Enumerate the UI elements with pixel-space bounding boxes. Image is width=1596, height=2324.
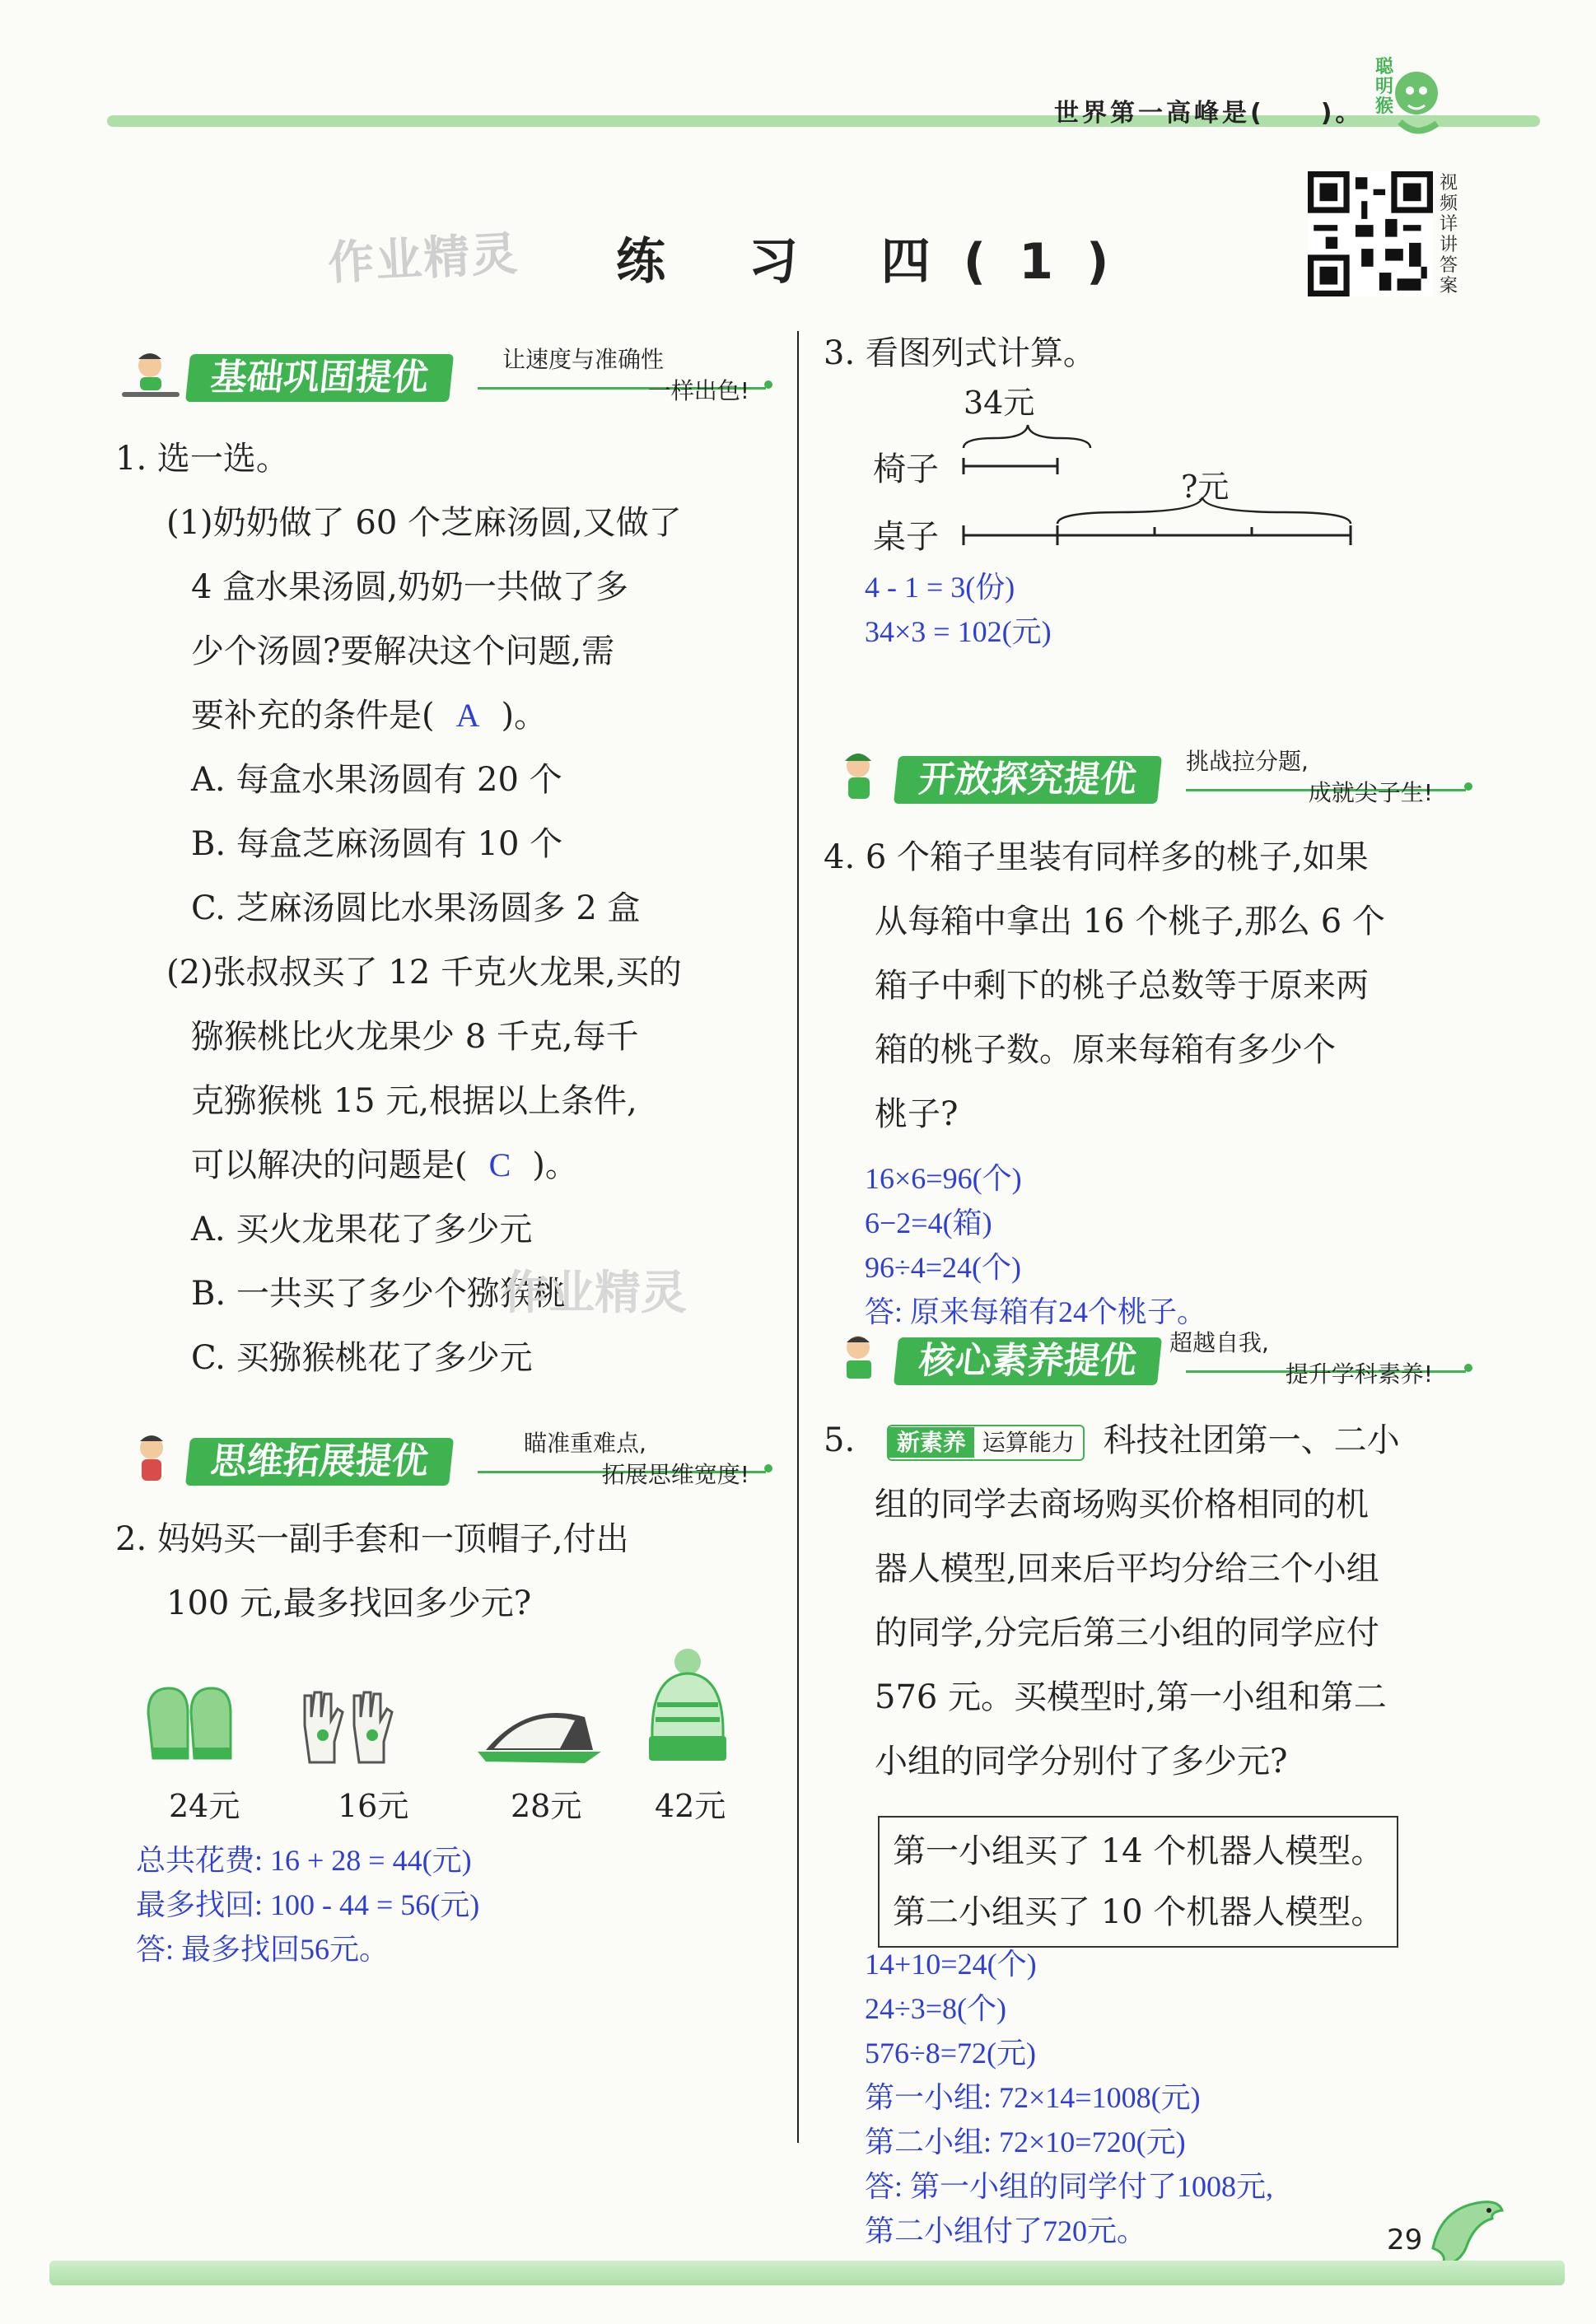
q3-top-label: 34元 [964, 385, 1035, 421]
q1-p1-answer: A [455, 697, 480, 734]
answer-line: 6−2=4(箱) [865, 1206, 992, 1239]
option-item: A. 买火龙果花了多少元 [191, 1211, 533, 1248]
q5-first-line [824, 1408, 1400, 1472]
ask-suffix: )。 [532, 1146, 578, 1184]
q4-line: 4. 6 个箱子里装有同样多的桃子,如果 [824, 838, 1369, 876]
cap-icon [478, 1701, 609, 1766]
page-number: 29 [1387, 2224, 1423, 2256]
option-item: A. 每盒水果汤圆有 20 个 [191, 761, 562, 799]
section-label: 基础巩固提优 [185, 354, 454, 402]
q5-tag-value: 运算能力 [982, 1429, 1075, 1456]
watermark: 作业精灵 [502, 1267, 687, 1320]
answer-line: 16×6=96(个) [865, 1162, 1022, 1195]
gloves-icon [298, 1684, 397, 1771]
hat-icon [642, 1647, 733, 1771]
mascot-label: 聪明猴 [1375, 57, 1394, 117]
monkey-mascot-icon [1359, 56, 1449, 147]
q5-line: 科技社团第一、二小 [1103, 1421, 1400, 1459]
kid-skateboard-icon [115, 348, 186, 405]
answer-line: 4 - 1 = 3(份) [865, 571, 1015, 604]
q5-tag-label: 新素养 [889, 1427, 974, 1458]
answer-line: 答: 原来每箱有24个桃子。 [865, 1295, 1207, 1328]
segment-diagram [955, 420, 1367, 552]
q2-line: 100 元,最多找回多少元? [166, 1584, 532, 1622]
q1-p1-line: 少个汤圆?要解决这个问题,需 [191, 632, 615, 670]
answer-line: 答: 最多找回56元。 [136, 1933, 390, 1966]
kid-reading-icon [824, 1331, 894, 1388]
answer-line: 第二小组: 72×10=720(元) [865, 2126, 1186, 2158]
qr-code-icon[interactable] [1308, 171, 1433, 296]
info-line: 第二小组买了 10 个机器人模型。 [893, 1893, 1384, 1931]
q3-row-label: 椅子 [873, 450, 939, 488]
ask-suffix: )。 [501, 697, 548, 735]
price-label: 24元 [169, 1788, 240, 1824]
section-slogan [1186, 746, 1433, 809]
q2-answer [136, 1838, 479, 1972]
answer-line: 24÷3=8(个) [865, 1992, 1007, 2025]
price-label: 16元 [338, 1788, 409, 1824]
section-slogan [502, 1428, 749, 1491]
option-item: B. 每盒芝麻汤圆有 10 个 [191, 825, 563, 863]
section-open [824, 749, 1474, 807]
ask-prefix: 可以解决的问题是( [191, 1146, 468, 1184]
section-dot [764, 380, 772, 389]
section-label: 开放探究提优 [894, 756, 1162, 804]
q3-stem: 3. 看图列式计算。 [824, 334, 1096, 372]
option-item: C. 买猕猴桃花了多少元 [191, 1339, 533, 1377]
slogan-line-1: 瞄准重难点, [524, 1430, 646, 1457]
answer-line: 第一小组: 72×14=1008(元) [865, 2081, 1201, 2114]
q3-row-label: 桌子 [873, 518, 939, 556]
kid-thinking-icon [115, 1431, 186, 1489]
section-core [824, 1331, 1474, 1388]
section-dot [764, 1464, 772, 1472]
q3-answer [865, 565, 1052, 654]
q5-info-box [878, 1816, 1398, 1948]
q4-line: 箱子中剩下的桃子总数等于原来两 [875, 967, 1369, 1005]
section-dot [1464, 782, 1472, 791]
question-1 [115, 427, 682, 1390]
section-basic [115, 348, 774, 405]
qr-label: 视频详讲答案 [1440, 173, 1458, 296]
page-title: 练 习 四(1) [616, 233, 1142, 291]
q1-p1-ask [191, 684, 682, 748]
option-item: C. 芝麻汤圆比水果汤圆多 2 盒 [191, 889, 641, 927]
slogan-line-1: 超越自我, [1169, 1329, 1269, 1356]
answer-line: 96÷4=24(个) [865, 1251, 1022, 1284]
q1-p1-line: 4 盒水果汤圆,奶奶一共做了多 [191, 568, 628, 606]
q5-line: 小组的同学分别付了多少元? [875, 1743, 1288, 1780]
q4-answer [865, 1156, 1206, 1334]
slogan-line-2: 提升学科素养! [1285, 1360, 1433, 1388]
q5-tag [887, 1425, 1085, 1461]
question-5 [824, 1408, 1400, 1794]
q1-p2-line: 克猕猴桃 15 元,根据以上条件, [191, 1082, 637, 1120]
option-item: B. 一共买了多少个猕猴桃 [191, 1275, 566, 1313]
section-dot [1464, 1364, 1472, 1372]
q4-line: 箱的桃子数。原来每箱有多少个 [875, 1031, 1336, 1069]
section-label: 核心素养提优 [894, 1337, 1162, 1385]
q1-p2-ask [191, 1133, 682, 1197]
answer-line: 答: 第一小组的同学付了1008元, [865, 2170, 1274, 2203]
answer-line: 14+10=24(个) [865, 1948, 1037, 1981]
question-2 [115, 1507, 629, 1636]
q5-line: 器人模型,回来后平均分给三个小组 [875, 1550, 1379, 1588]
question-4 [824, 825, 1385, 1146]
q5-answer [865, 1942, 1273, 2253]
q3-question-label: ?元 [1181, 469, 1230, 505]
q5-line: 的同学,分完后第三小组的同学应付 [875, 1614, 1379, 1652]
mittens-icon [140, 1680, 239, 1771]
section-thinking [115, 1431, 774, 1489]
q1-stem: 1. 选一选。 [115, 440, 289, 478]
q1-p2-line: (2)张叔叔买了 12 千克火龙果,买的 [166, 954, 682, 992]
ask-prefix: 要补充的条件是( [191, 697, 435, 735]
slogan-line-2: 成就尖子生! [1308, 779, 1433, 806]
answer-line: 576÷8=72(元) [865, 2037, 1037, 2070]
slogan-line-2: 拓展思维宽度! [601, 1461, 749, 1488]
q1-p1-line: (1)奶奶做了 60 个芝麻汤圆,又做了 [166, 504, 682, 542]
slogan-line-1: 挑战拉分题, [1186, 748, 1309, 775]
answer-line: 第二小组付了720元。 [865, 2214, 1147, 2247]
header-tip: 世界第一高峰是( )。 [1054, 99, 1364, 128]
q2-line: 2. 妈妈买一副手套和一顶帽子,付出 [115, 1520, 629, 1558]
q1-p2-line: 猕猴桃比火龙果少 8 千克,每千 [191, 1018, 639, 1056]
q5-number: 5. [824, 1421, 856, 1459]
price-label: 42元 [655, 1788, 726, 1824]
price-label: 28元 [511, 1788, 582, 1824]
slogan-line-2: 一样出色! [647, 377, 749, 404]
kid-explore-icon [824, 749, 894, 807]
answer-line: 最多找回: 100 - 44 = 56(元) [136, 1888, 480, 1921]
q5-line: 组的同学去商场购买价格相同的机 [875, 1486, 1369, 1524]
answer-line: 34×3 = 102(元) [865, 615, 1052, 648]
q1-p2-answer: C [488, 1146, 511, 1183]
q4-line: 从每箱中拿出 16 个桃子,那么 6 个 [875, 903, 1385, 940]
slogan-line-1: 让速度与准确性 [502, 346, 665, 373]
section-label: 思维拓展提优 [185, 1438, 454, 1486]
q4-line: 桃子? [875, 1095, 959, 1133]
watermark: 作业精灵 [326, 226, 520, 292]
info-line: 第一小组买了 14 个机器人模型。 [893, 1832, 1384, 1870]
answer-line: 总共花费: 16 + 28 = 44(元) [136, 1844, 472, 1877]
q5-line: 576 元。买模型时,第一小组和第二 [875, 1678, 1387, 1716]
section-slogan [502, 344, 749, 407]
column-divider [797, 331, 799, 2143]
bottom-decor-bar [49, 2261, 1565, 2285]
section-slogan [1169, 1328, 1433, 1390]
